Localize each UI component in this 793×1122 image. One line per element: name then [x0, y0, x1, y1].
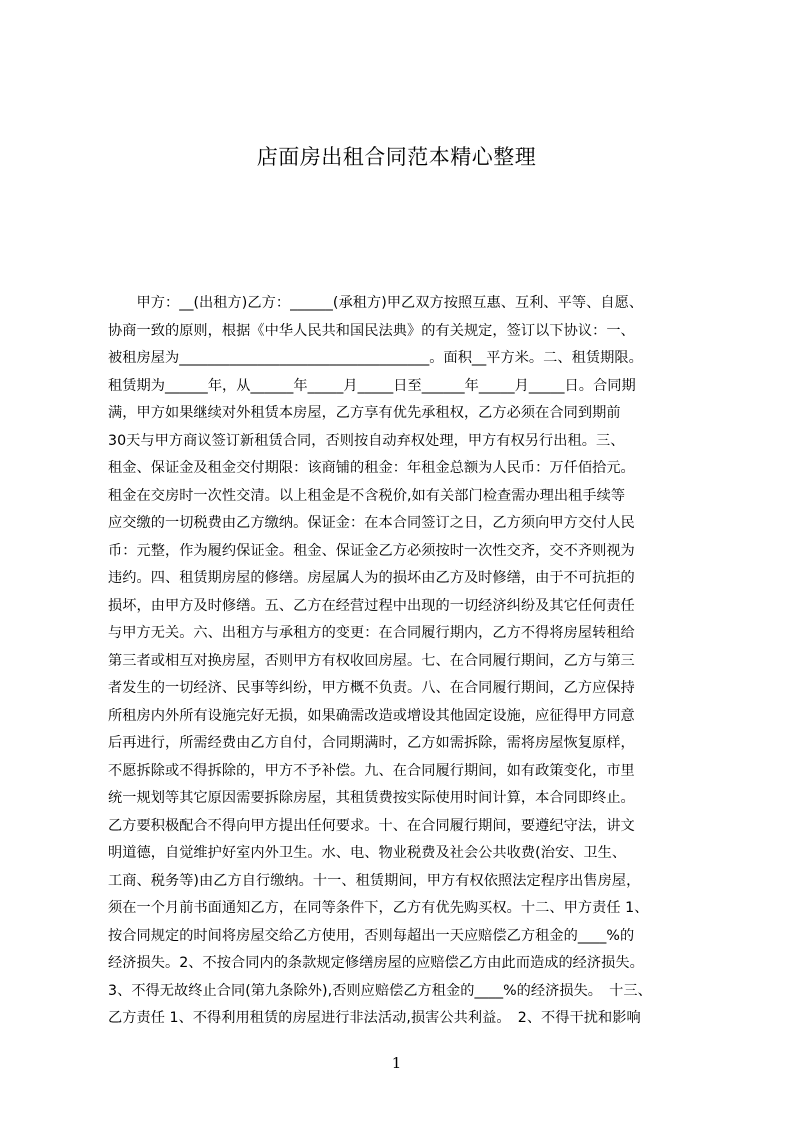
body-line: 经济损失。2、不按合同内的条款规定修缮房屋的应赔偿乙方由此而造成的经济损失。	[108, 955, 644, 971]
body-line: 应交缴的一切税费由乙方缴纳。保证金：在本合同签订之日，乙方须向甲方交付人民	[108, 515, 635, 531]
body-line: 3、不得无故终止合同(第九条除外),否则应赔偿乙方租金的____%的经济损失。 十三、	[108, 982, 652, 999]
body-line: 租金、保证金及租金交付期限：该商铺的租金：年租金总额为人民币：万仟佰拾元。	[108, 460, 635, 476]
body-line: 者发生的一切经济、民事等纠纷，甲方概不负责。八、在合同履行期间，乙方应保持	[108, 680, 635, 696]
document-body	[108, 290, 700, 1026]
body-line: 甲方：__(出租方)乙方：______(承租方)甲乙双方按照互惠、互利、平等、自愿、	[108, 295, 644, 311]
body-line: 明道德，自觉维护好室内外卫生。水、电、物业税费及社会公共收费(治安、卫生、	[108, 845, 627, 861]
body-line: 与甲方无关。六、出租方与承租方的变更：在合同履行期内，乙方不得将房屋转租给	[108, 625, 635, 641]
body-line: 工商、税务等)由乙方自行缴纳。十一、租赁期间，甲方有权依照法定程序出售房屋，	[108, 872, 641, 889]
body-line: 违约。四、租赁期房屋的修缮。房屋属人为的损坏由乙方及时修缮，由于不可抗拒的	[108, 570, 635, 586]
body-line: 后再进行，所需经费由乙方自付，合同期满时，乙方如需拆除，需将房屋恢复原样，	[108, 735, 635, 751]
document-title: 店面房出租合同范本精心整理	[256, 145, 537, 169]
body-line: 须在一个月前书面通知乙方，在同等条件下，乙方有优先购买权。十二、甲方责任 1、	[108, 900, 649, 916]
body-line: 币：元整，作为履约保证金。租金、保证金乙方必须按时一次性交齐，交不齐则视为	[108, 542, 635, 559]
body-line: 协商一致的原则，根据《中华人民共和国民法典》的有关规定，签订以下协议：一、	[108, 322, 635, 339]
body-line: 不愿拆除或不得拆除的，甲方不予补偿。九、在合同履行期间，如有政策变化，市里	[108, 762, 635, 779]
body-line: 乙方责任 1、不得利用租赁的房屋进行非法活动,损害公共利益。 2、不得干扰和影响	[108, 1010, 641, 1026]
body-line: 被租房屋为___________________________________。面积__平方米。二、租赁期限。	[108, 350, 643, 366]
body-line: 租赁期为______年，从______年_____月_____日至______年_____月_____日。合同期	[108, 377, 636, 394]
body-line: 第三者或相互对换房屋，否则甲方有权收回房屋。七、在合同履行期间，乙方与第三	[108, 652, 635, 669]
body-line: 乙方要积极配合不得向甲方提出任何要求。十、在合同履行期间，要遵纪守法，讲文	[108, 817, 635, 834]
page-number: 1	[391, 1054, 402, 1072]
body-line: 统一规划等其它原因需要拆除房屋，其租赁费按实际使用时间计算，本合同即终止。	[108, 790, 635, 806]
body-line: 所租房内外所有设施完好无损，如果确需改造或增设其他固定设施，应征得甲方同意	[108, 707, 635, 724]
body-line: 租金在交房时一次性交清。以上租金是不含税价,如有关部门检查需办理出租手续等	[108, 487, 626, 504]
body-line: 30天与甲方商议签订新租赁合同，否则按自动弃权处理，甲方有权另行出租。三、	[108, 432, 625, 449]
body-line: 损坏，由甲方及时修缮。五、乙方在经营过程中出现的一切经济纠纷及其它任何责任	[108, 597, 635, 614]
body-line: 满，甲方如果继续对外租赁本房屋，乙方享有优先承租权，乙方必须在合同到期前	[108, 405, 621, 421]
body-line: 按合同规定的时间将房屋交给乙方使用，否则每超出一天应赔偿乙方租金的____%的	[108, 927, 635, 944]
